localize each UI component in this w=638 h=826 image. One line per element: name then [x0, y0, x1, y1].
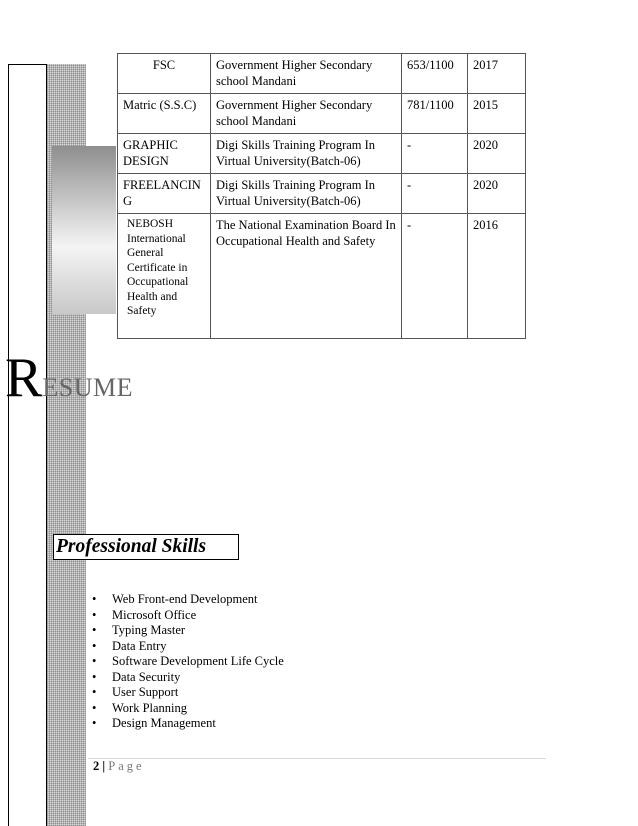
skills-heading-box: [53, 534, 239, 560]
marks-cell: -: [402, 174, 468, 214]
institution-cell: Digi Skills Training Program In Virtual University(Batch-06): [211, 174, 402, 214]
institution-cell: Digi Skills Training Program In Virtual University(Batch-06): [211, 134, 402, 174]
list-item: • Design Management: [92, 716, 284, 732]
year-cell: 2020: [468, 134, 526, 174]
list-item: • User Support: [92, 685, 284, 701]
table-row: [118, 54, 526, 94]
table-row: [118, 174, 526, 214]
year-cell: 2015: [468, 94, 526, 134]
degree-cell: FREELANCIN G: [118, 174, 211, 214]
degree-cell: NEBOSH International General Certificate in Occupational Health and Safety: [118, 214, 211, 339]
gradient-side-block: [52, 146, 116, 314]
resume-heading-initial: R: [5, 347, 43, 409]
marks-cell: -: [402, 214, 468, 339]
education-table: [117, 53, 526, 339]
list-item: • Typing Master: [92, 623, 284, 639]
resume-heading-rest: ESUME: [42, 373, 133, 402]
table-row: [118, 134, 526, 174]
marks-cell: 653/1100: [402, 54, 468, 94]
institution-cell: Government Higher Secondary school Mandani: [211, 54, 402, 94]
list-item: • Data Security: [92, 670, 284, 686]
table-row: [118, 94, 526, 134]
skills-heading: Professional Skills: [56, 536, 207, 557]
footer-separator: |: [102, 759, 106, 773]
left-frame-line: [8, 64, 46, 826]
list-item: • Work Planning: [92, 701, 284, 717]
list-item: • Software Development Life Cycle: [92, 654, 284, 670]
resume-heading: [5, 348, 133, 408]
marks-cell: 781/1100: [402, 94, 468, 134]
page-number: 2: [93, 759, 100, 773]
footer-divider: [88, 758, 546, 759]
degree-cell: GRAPHIC DESIGN: [118, 134, 211, 174]
page-footer: [93, 759, 145, 774]
skills-list: [92, 592, 284, 732]
table-row: [118, 214, 526, 339]
list-item: • Web Front-end Development: [92, 592, 284, 608]
institution-cell: The National Examination Board In Occupational Health and Safety: [211, 214, 402, 339]
degree-cell: FSC: [118, 54, 211, 94]
list-item: • Data Entry: [92, 639, 284, 655]
year-cell: 2017: [468, 54, 526, 94]
year-cell: 2020: [468, 174, 526, 214]
institution-cell: Government Higher Secondary school Mandani: [211, 94, 402, 134]
list-item: • Microsoft Office: [92, 608, 284, 624]
year-cell: 2016: [468, 214, 526, 339]
page-word: Page: [108, 759, 145, 773]
marks-cell: -: [402, 134, 468, 174]
degree-cell: Matric (S.S.C): [118, 94, 211, 134]
